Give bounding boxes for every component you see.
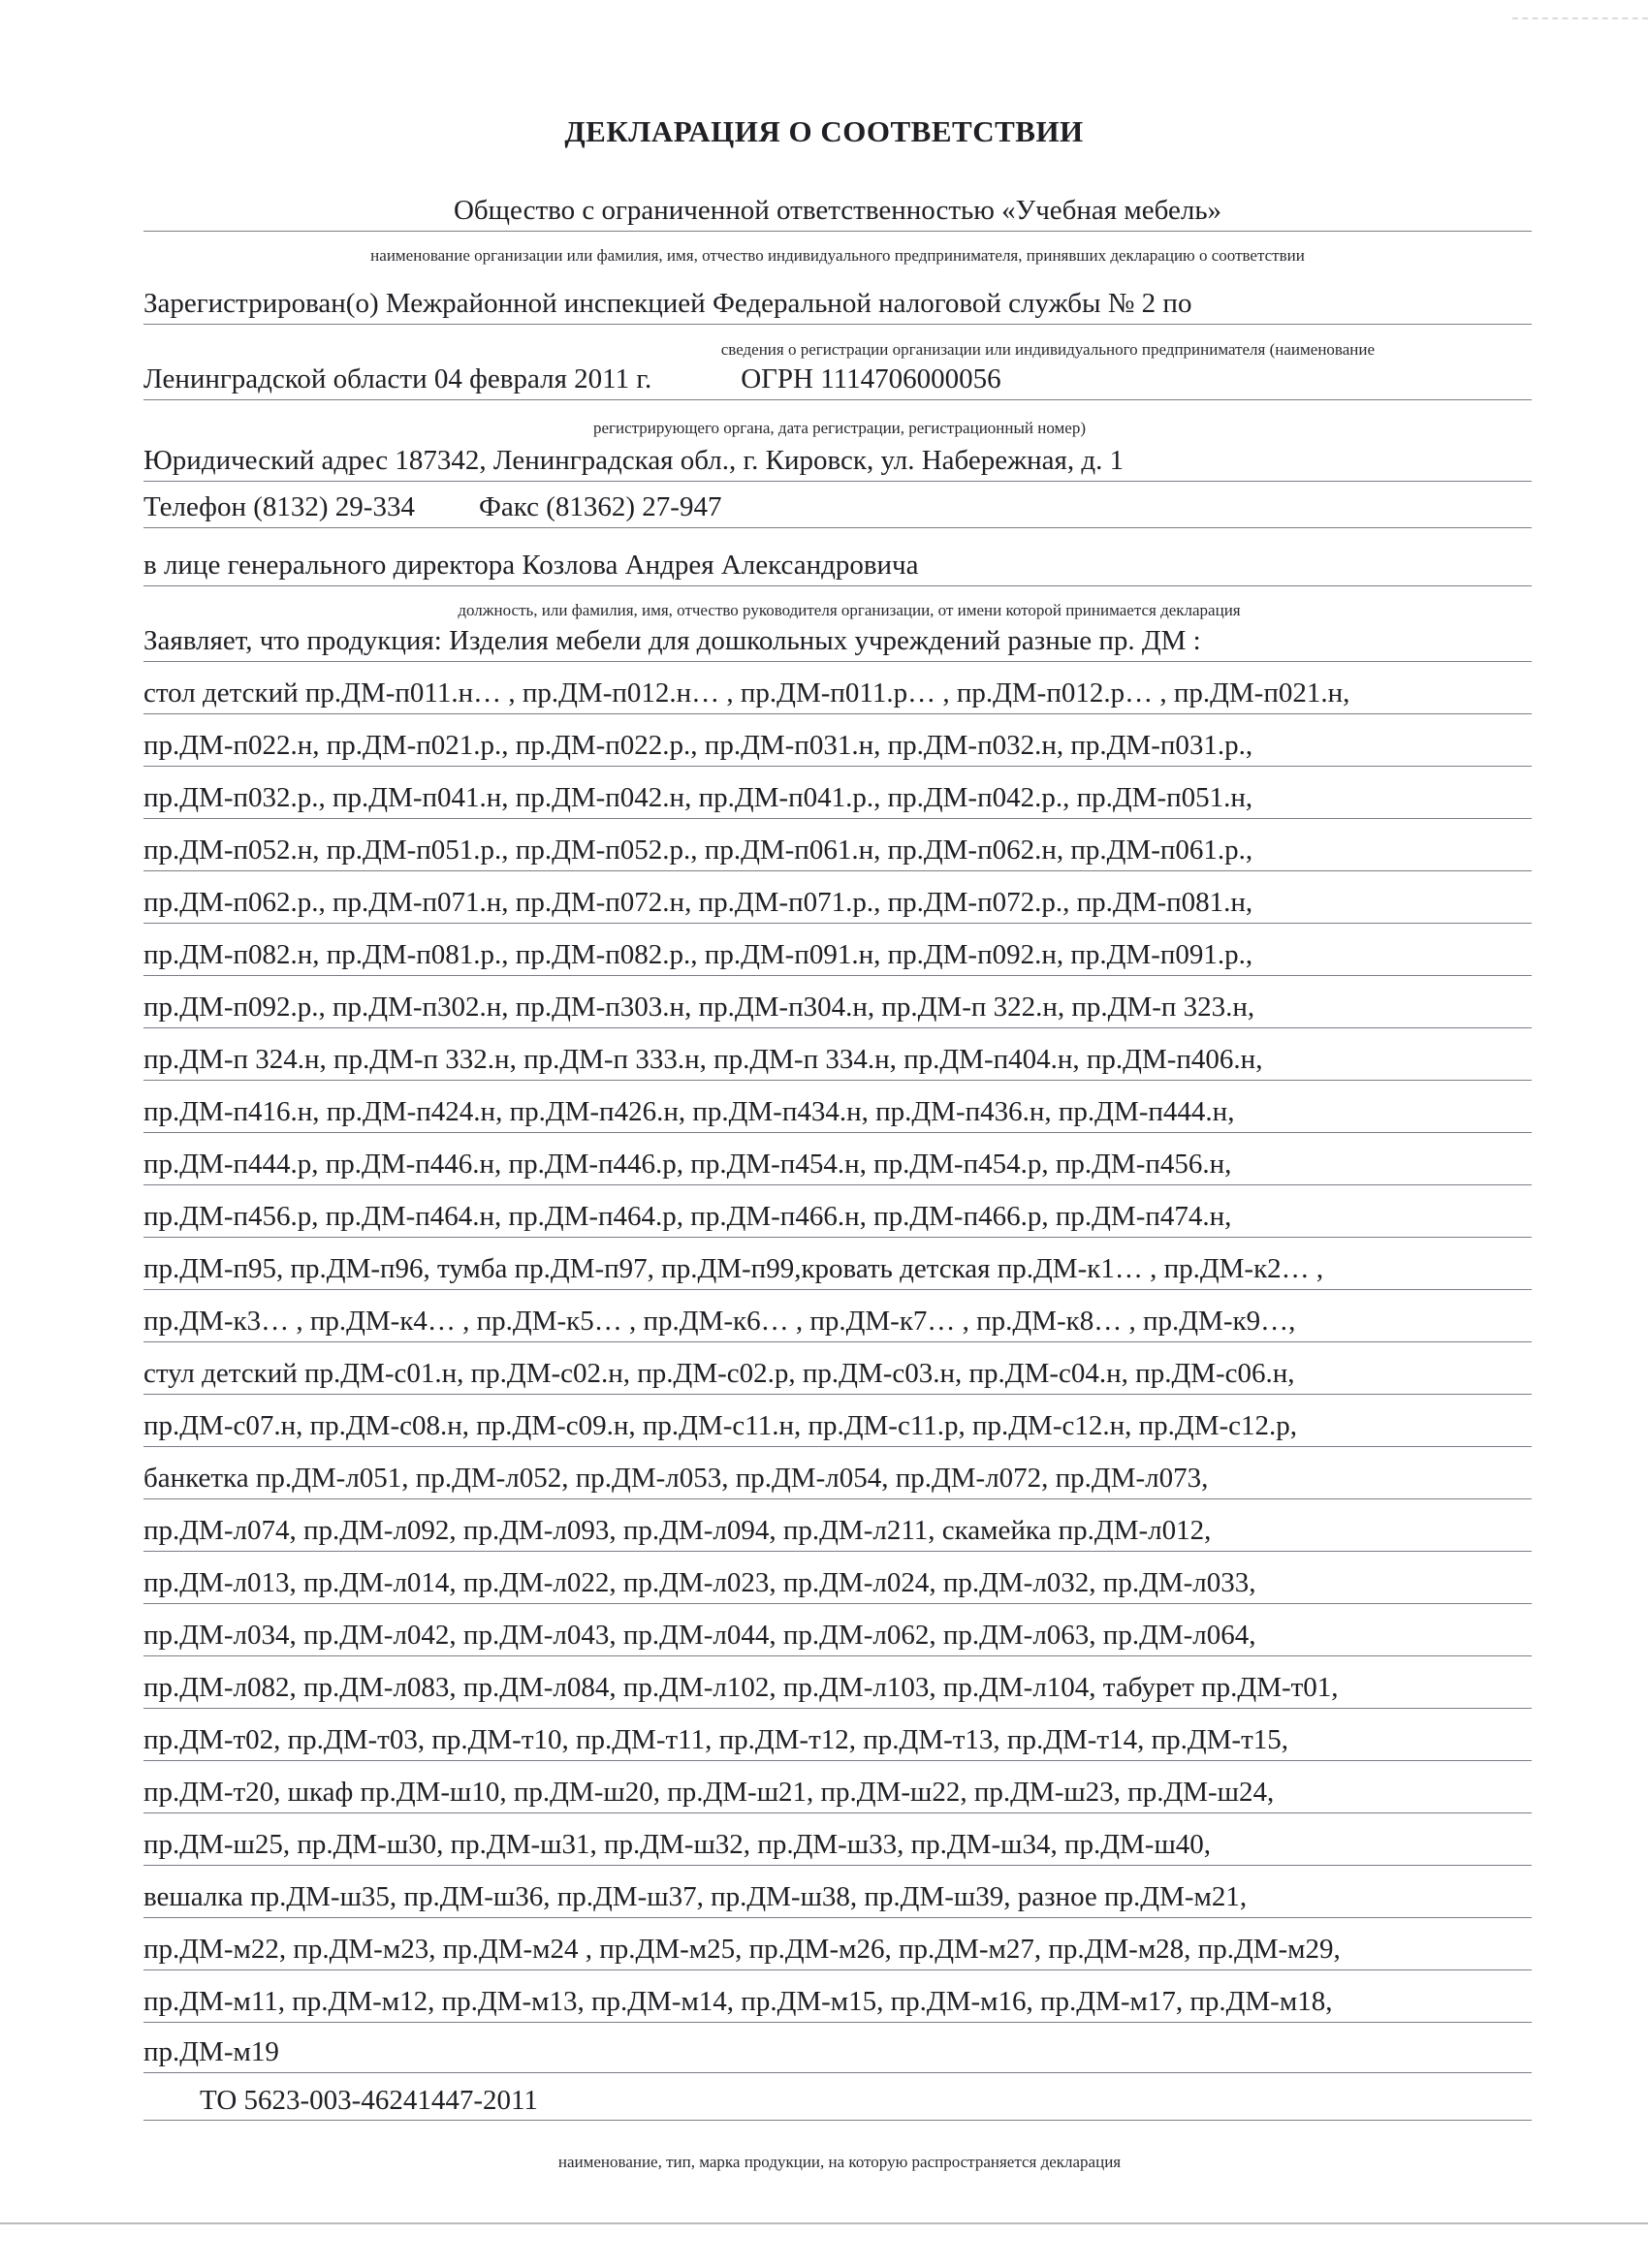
representative-caption: должность, или фамилия, имя, отчество руководителя организации, от имени которой принимается декларация bbox=[458, 601, 1241, 619]
product-line: пр.ДМ-т02, пр.ДМ-т03, пр.ДМ-т10, пр.ДМ-т11, пр.ДМ-т12, пр.ДМ-т13, пр.ДМ-т14, пр.ДМ-т15, bbox=[143, 1719, 1532, 1761]
organization-name-caption: наименование организации или фамилия, имя, отчество индивидуального предпринимателя, принявших декларацию о соответствии bbox=[370, 246, 1305, 265]
product-spec: ТО 5623-003-46241447-2011 bbox=[143, 2080, 1532, 2121]
product-line: пр.ДМ-п082.н, пр.ДМ-п081.р., пр.ДМ-п082.р., пр.ДМ-п091.н, пр.ДМ-п092.н, пр.ДМ-п091.р., bbox=[143, 934, 1532, 976]
ogrn-number: ОГРН 1114706000056 bbox=[741, 363, 1001, 394]
product-line: Заявляет, что продукция: Изделия мебели для дошкольных учреждений разные пр. ДМ : bbox=[143, 620, 1532, 662]
registration-line-1: Зарегистрирован(о) Межрайонной инспекцией Федеральной налоговой службы № 2 по bbox=[143, 283, 1532, 325]
scan-bottom-edge bbox=[0, 2222, 1648, 2224]
phone-number: Телефон (8132) 29-334 bbox=[143, 491, 415, 522]
product-line: пр.ДМ-п 324.н, пр.ДМ-п 332.н, пр.ДМ-п 333.н, пр.ДМ-п 334.н, пр.ДМ-п404.н, пр.ДМ-п406.н, bbox=[143, 1039, 1532, 1081]
representative-line: в лице генерального директора Козлова Андрея Александровича bbox=[143, 545, 1532, 586]
document-title: ДЕКЛАРАЦИЯ О СООТВЕТСТВИИ bbox=[564, 114, 1084, 148]
product-line: пр.ДМ-п052.н, пр.ДМ-п051.р., пр.ДМ-п052.р., пр.ДМ-п061.н, пр.ДМ-п062.н, пр.ДМ-п061.р., bbox=[143, 830, 1532, 871]
product-line: банкетка пр.ДМ-л051, пр.ДМ-л052, пр.ДМ-л053, пр.ДМ-л054, пр.ДМ-л072, пр.ДМ-л073, bbox=[143, 1458, 1532, 1499]
product-line: стол детский пр.ДМ-п011.н… , пр.ДМ-п012.н… , пр.ДМ-п011.р… , пр.ДМ-п012.р… , пр.ДМ-п021.н, bbox=[143, 673, 1532, 714]
product-line: пр.ДМ-п062.р., пр.ДМ-п071.н, пр.ДМ-п072.н, пр.ДМ-п071.р., пр.ДМ-п072.р., пр.ДМ-п081.н, bbox=[143, 882, 1532, 924]
product-line: пр.ДМ-п092.р., пр.ДМ-п302.н, пр.ДМ-п303.н, пр.ДМ-п304.н, пр.ДМ-п 322.н, пр.ДМ-п 323.н, bbox=[143, 987, 1532, 1028]
product-line: стул детский пр.ДМ-с01.н, пр.ДМ-с02.н, пр.ДМ-с02.р, пр.ДМ-с03.н, пр.ДМ-с04.н, пр.ДМ-с06.н, bbox=[143, 1353, 1532, 1395]
fax-number: Факс (81362) 27-947 bbox=[478, 491, 722, 522]
product-line: пр.ДМ-п022.н, пр.ДМ-п021.р., пр.ДМ-п022.р., пр.ДМ-п031.н, пр.ДМ-п032.н, пр.ДМ-п031.р., bbox=[143, 725, 1532, 767]
product-caption: наименование, тип, марка продукции, на которую распространяется декларация bbox=[557, 2153, 1122, 2171]
registration-caption-1: сведения о регистрации организации или индивидуального предпринимателя (наименование bbox=[720, 340, 1375, 359]
registration-line-2 bbox=[143, 359, 1532, 400]
product-line: пр.ДМ-с07.н, пр.ДМ-с08.н, пр.ДМ-с09.н, пр.ДМ-с11.н, пр.ДМ-с11.р, пр.ДМ-с12.н, пр.ДМ-с12.р, bbox=[143, 1405, 1532, 1447]
registration-authority-date: Ленинградской области 04 февраля 2011 г. bbox=[143, 363, 652, 394]
product-line: пр.ДМ-п95, пр.ДМ-п96, тумба пр.ДМ-п97, пр.ДМ-п99,кровать детская пр.ДМ-к1… , пр.ДМ-к2… , bbox=[143, 1248, 1532, 1290]
organization-name: Общество с ограниченной ответственностью «Учебная мебель» bbox=[143, 190, 1532, 232]
product-line: пр.ДМ-м19 bbox=[143, 2032, 1532, 2073]
product-line: пр.ДМ-т20, шкаф пр.ДМ-ш10, пр.ДМ-ш20, пр.ДМ-ш21, пр.ДМ-ш22, пр.ДМ-ш23, пр.ДМ-ш24, bbox=[143, 1772, 1532, 1813]
legal-address: Юридический адрес 187342, Ленинградская обл., г. Кировск, ул. Набережная, д. 1 bbox=[143, 440, 1532, 482]
product-line: пр.ДМ-м11, пр.ДМ-м12, пр.ДМ-м13, пр.ДМ-м14, пр.ДМ-м15, пр.ДМ-м16, пр.ДМ-м17, пр.ДМ-м18, bbox=[143, 1981, 1532, 2023]
product-line: пр.ДМ-п456.р, пр.ДМ-п464.н, пр.ДМ-п464.р, пр.ДМ-п466.н, пр.ДМ-п466.р, пр.ДМ-п474.н, bbox=[143, 1196, 1532, 1238]
product-line: пр.ДМ-к3… , пр.ДМ-к4… , пр.ДМ-к5… , пр.ДМ-к6… , пр.ДМ-к7… , пр.ДМ-к8… , пр.ДМ-к9…, bbox=[143, 1301, 1532, 1342]
product-line: пр.ДМ-п444.р, пр.ДМ-п446.н, пр.ДМ-п446.р, пр.ДМ-п454.н, пр.ДМ-п454.р, пр.ДМ-п456.н, bbox=[143, 1144, 1532, 1185]
registration-caption-2: регистрирующего органа, дата регистрации, регистрационный номер) bbox=[592, 419, 1087, 437]
product-line: пр.ДМ-л082, пр.ДМ-л083, пр.ДМ-л084, пр.ДМ-л102, пр.ДМ-л103, пр.ДМ-л104, табурет пр.ДМ-т01, bbox=[143, 1667, 1532, 1709]
product-line: пр.ДМ-п032.р., пр.ДМ-п041.н, пр.ДМ-п042.н, пр.ДМ-п041.р., пр.ДМ-п042.р., пр.ДМ-п051.н, bbox=[143, 777, 1532, 819]
product-line: вешалка пр.ДМ-ш35, пр.ДМ-ш36, пр.ДМ-ш37, пр.ДМ-ш38, пр.ДМ-ш39, разное пр.ДМ-м21, bbox=[143, 1876, 1532, 1918]
contacts-line bbox=[143, 487, 1532, 528]
product-line: пр.ДМ-л034, пр.ДМ-л042, пр.ДМ-л043, пр.ДМ-л044, пр.ДМ-л062, пр.ДМ-л063, пр.ДМ-л064, bbox=[143, 1615, 1532, 1656]
product-line: пр.ДМ-л013, пр.ДМ-л014, пр.ДМ-л022, пр.ДМ-л023, пр.ДМ-л024, пр.ДМ-л032, пр.ДМ-л033, bbox=[143, 1562, 1532, 1604]
scan-edge-mark bbox=[1512, 0, 1648, 19]
product-line: пр.ДМ-м22, пр.ДМ-м23, пр.ДМ-м24 , пр.ДМ-м25, пр.ДМ-м26, пр.ДМ-м27, пр.ДМ-м28, пр.ДМ-м29, bbox=[143, 1929, 1532, 1970]
product-line: пр.ДМ-л074, пр.ДМ-л092, пр.ДМ-л093, пр.ДМ-л094, пр.ДМ-л211, скамейка пр.ДМ-л012, bbox=[143, 1510, 1532, 1552]
product-line: пр.ДМ-ш25, пр.ДМ-ш30, пр.ДМ-ш31, пр.ДМ-ш32, пр.ДМ-ш33, пр.ДМ-ш34, пр.ДМ-ш40, bbox=[143, 1824, 1532, 1866]
product-line: пр.ДМ-п416.н, пр.ДМ-п424.н, пр.ДМ-п426.н, пр.ДМ-п434.н, пр.ДМ-п436.н, пр.ДМ-п444.н, bbox=[143, 1091, 1532, 1133]
